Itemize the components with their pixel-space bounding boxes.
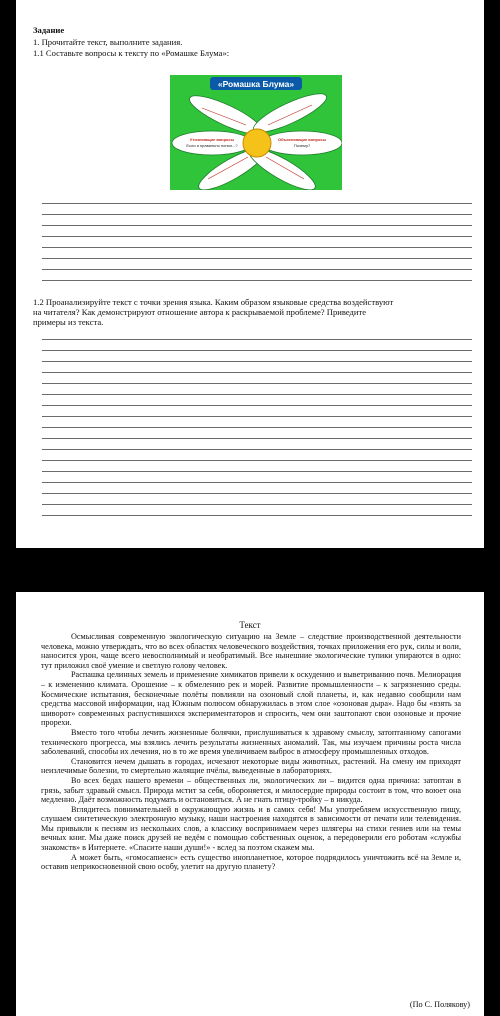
daisy-center [243,129,271,157]
text-paragraph: Вместо того чтобы лечить жизненные болячки, прислушиваться к здравому смыслу, затоптанному сапогами технического прогресса, мы взялись лечить результаты жизненных аномалий. Так, мы изучаем причины роста числа заболеваний, способы их лечения, но в то же время увеличиваем выброс в атмосферу промышленных отходов. [41,727,461,757]
answer-line [42,339,472,340]
petal-right-sub: Почему? [293,143,311,148]
answer-line [42,416,472,417]
answer-line [42,280,472,281]
task-1-2-line-3: примеры из текста. [33,317,104,327]
answer-line [42,361,472,362]
answer-line [42,383,472,384]
answer-line [42,427,472,428]
answer-line [42,394,472,395]
worksheet-page-text [16,592,484,1016]
daisy-title: «Ромашка Блума» [217,79,295,89]
answer-line [42,269,472,270]
answer-line [42,350,472,351]
text-body [41,632,461,872]
worksheet-page-tasks [16,0,484,548]
task-heading: Задание [33,25,65,35]
text-title: Текст [239,620,261,630]
task-1-1-text: 1.1 Составьте вопросы к тексту по «Ромашке Блума»: [33,48,230,58]
answer-line [42,203,472,204]
answer-line [42,258,472,259]
task-1-text: 1. Прочитайте текст, выполните задания. [33,37,183,47]
answer-line [42,372,472,373]
task-1-2-line-1: 1.2 Проанализируйте текст с точки зрения языка. Каким образом языковые средства воздействуют [33,297,394,307]
petal-left-sub: Если я правильно понял...? [186,143,238,148]
answer-line [42,247,472,248]
answer-line [42,214,472,215]
answer-line [42,449,472,450]
answer-line [42,460,472,461]
text-paragraph: Становится нечем дышать в городах, исчезают некоторые виды животных, растений. На смену им приходят неизлечимые болезни, то смертельно жалящие пчёлы, выведенные в лабораториях. [41,756,461,776]
answer-line [42,225,472,226]
task-1-2-line-2: на читателя? Как демонстрируют отношение автора к раскрываемой проблеме? Приведите [33,307,367,317]
answer-line [42,515,472,516]
text-paragraph: Осмысливая современную экологическую ситуацию на Земле – следствие производственной деятельности человека, можно утверждать, что во всех областях человеческого воздействия, точках приложения его рук, силы и воли, наносится урон, чаще всего невосполнимый и необратимый. Все нынешние экологические тупики упираются в одно: тут приложил своё умение и светлую голову человек. [41,632,461,670]
text-paragraph: А может быть, «гомосапиенс» есть существо инопланетное, которое подрядилось уничтожить всё на Земле и, оставив неприкосновенной свою особу, улетит на другую планету? [41,852,461,872]
answer-line [42,482,472,483]
text-paragraph: Вглядитесь повнимательней в окружающую жизнь и в самих себя! Мы употребляем искусственную пищу, слушаем синтетическую электронную музыку, наши настроения находятся в зависимости от печати или телевидения. Мы привыкли к песням из нескольких слов, а классику воспринимаем через шлягеры на стихи гениев или на темы вечных книг. Мы даже поиск друзей не ведём с помощью собственных оценок, а передоверили его роботам «службы знакомств» в Интернете. «Спасите наши души!» - вслед за поэтом скажем мы. [41,804,461,853]
text-paragraph: Во всех бедах нашего времени – общественных ли, экологических ли – видится одна причина: затоптан в грязь, забыт здравый смысл. Природа мстит за себя, обороняется, и милосердие природы состоит в том, что воюет она медленно. Даёт возможность подумать и остановиться. А не гнать птицу-тройку – в никуда. [41,775,461,805]
answer-line [42,438,472,439]
text-paragraph: Распашка целинных земель и применение химикатов привели к оскудению и выветриванию почв. Мелиорация – к изменению климата. Орошение – к обмелению рек и морей. Развитие промышленности – к загрязнению среды. Космические испытания, бесконечные полёты повлияли на озоновый слой планеты, и, как недавно сообщили нам средства массовой информации, над Южным полюсом обнаружилась в этом слое «озоновая дыра». Надо бы «взять за шиворот» современных распустившихся экспериментаторов и спросить, чем они заштопают свои озоновые и прочие прорехи. [41,670,461,728]
answer-line [42,471,472,472]
answer-line [42,504,472,505]
answer-line [42,236,472,237]
petal-right-label: Объясняющие вопросы [277,137,327,142]
bloom-daisy-picture [170,75,342,190]
answer-line [42,493,472,494]
text-author: (По С. Полякову) [409,1000,470,1009]
answer-line [42,405,472,406]
petal-left-label: Уточняющие вопросы [189,137,235,142]
